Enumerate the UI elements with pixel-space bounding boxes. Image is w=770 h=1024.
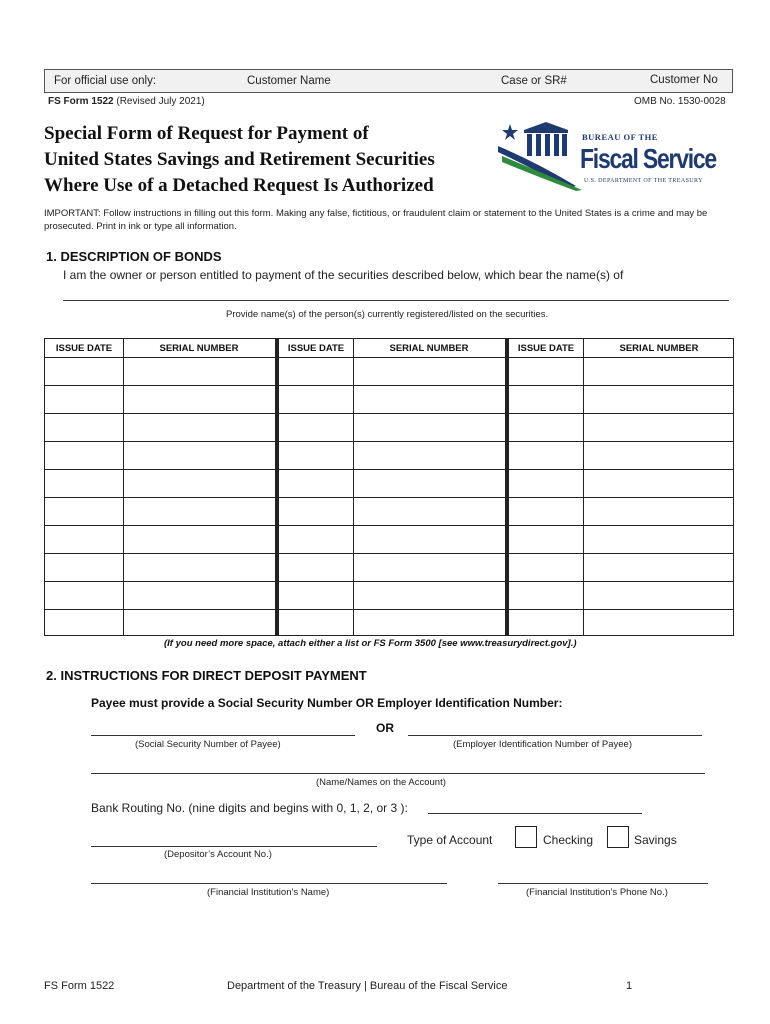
account-name-caption: (Name/Names on the Account): [316, 777, 446, 788]
section-1-intro: I am the owner or person entitled to payment of the securities described below, which bear the name(s) of: [63, 268, 624, 282]
official-use-box: [44, 69, 733, 93]
table-row[interactable]: [45, 469, 733, 470]
table-row[interactable]: [45, 385, 733, 386]
table-row[interactable]: [45, 497, 733, 498]
checking-checkbox[interactable]: [515, 826, 537, 848]
bonds-table: [44, 338, 734, 636]
table-col-divider: [353, 339, 354, 635]
registered-name-caption: Provide name(s) of the person(s) currently registered/listed on the securities.: [226, 309, 549, 320]
table-row[interactable]: [45, 413, 733, 414]
table-row[interactable]: [45, 609, 733, 610]
table-row[interactable]: [45, 357, 733, 358]
table-row[interactable]: [45, 525, 733, 526]
table-row[interactable]: [45, 441, 733, 442]
col-header-serial-number-2: SERIAL NUMBER: [389, 343, 469, 354]
institution-phone-field[interactable]: [498, 883, 708, 884]
table-row[interactable]: [45, 553, 733, 554]
routing-label: Bank Routing No. (nine digits and begins with 0, 1, 2, or 3 ):: [91, 801, 408, 815]
title-line-3: Where Use of a Detached Request Is Authorized: [44, 175, 434, 196]
institution-phone-caption: (Financial Institution’s Phone No.): [526, 887, 668, 898]
form-id: FS Form 1522: [48, 96, 114, 107]
page-title: [44, 121, 484, 199]
logo-main-text: Fiscal Service: [580, 143, 716, 174]
form-revised-date: (Revised July 2021): [116, 96, 205, 107]
or-label: OR: [376, 721, 394, 735]
customer-name-label: Customer Name: [247, 75, 331, 87]
table-col-divider: [583, 339, 584, 635]
col-header-issue-date-1: ISSUE DATE: [55, 343, 113, 354]
customer-no-label: Customer No: [650, 74, 718, 86]
more-space-note: (If you need more space, attach either a list or FS Form 3500 [see www.treasurydirect.gov].): [164, 638, 577, 649]
fiscal-service-logo: [496, 116, 726, 192]
table-col-divider: [123, 339, 124, 635]
section-2-heading: 2. INSTRUCTIONS FOR DIRECT DEPOSIT PAYMENT: [46, 668, 367, 683]
checking-label: Checking: [543, 833, 594, 847]
official-use-label: For official use only:: [54, 75, 157, 87]
ssn-caption: (Social Security Number of Payee): [135, 739, 281, 750]
logo-sub-text: U.S. DEPARTMENT OF THE TREASURY: [584, 178, 703, 184]
col-header-serial-number-3: SERIAL NUMBER: [619, 343, 699, 354]
table-col-divider: [275, 339, 279, 635]
col-header-serial-number-1: SERIAL NUMBER: [159, 343, 239, 354]
important-notice: IMPORTANT: Follow instructions in filling out this form. Making any false, fictitious, or fraudulent claim or statement to the United States is a crime and may be prosecuted. Print in ink or type all information.: [44, 208, 708, 232]
case-sr-label: Case or SR#: [501, 75, 567, 87]
omb-number: OMB No. 1530-0028: [634, 96, 726, 107]
col-header-issue-date-3: ISSUE DATE: [517, 343, 575, 354]
col-header-issue-date-2: ISSUE DATE: [287, 343, 345, 354]
footer-form-id: FS Form 1522: [44, 980, 115, 992]
institution-name-caption: (Financial Institution’s Name): [207, 887, 330, 898]
savings-label: Savings: [634, 833, 677, 847]
routing-number-field[interactable]: [428, 813, 642, 814]
footer-department: Department of the Treasury | Bureau of the Fiscal Service: [227, 980, 508, 992]
table-row[interactable]: [45, 581, 733, 582]
account-name-field[interactable]: [91, 773, 705, 774]
ssn-field[interactable]: [91, 735, 355, 736]
form-revision: [48, 96, 205, 107]
table-col-divider: [505, 339, 509, 635]
page-number: 1: [626, 980, 633, 992]
savings-checkbox[interactable]: [607, 826, 629, 848]
title-line-1: Special Form of Request for Payment of: [44, 123, 369, 144]
registered-name-field[interactable]: [63, 300, 729, 301]
account-number-field[interactable]: [91, 846, 377, 847]
title-line-2: United States Savings and Retirement Securities: [44, 149, 435, 170]
payee-note: Payee must provide a Social Security Number OR Employer Identification Number:: [91, 696, 563, 710]
logo-top-text: BUREAU OF THE: [582, 132, 658, 142]
institution-name-field[interactable]: [91, 883, 447, 884]
ein-field[interactable]: [408, 735, 702, 736]
account-number-caption: (Depositor’s Account No.): [164, 849, 272, 860]
type-of-account-label: Type of Account: [407, 833, 493, 847]
ein-caption: (Employer Identification Number of Payee): [453, 739, 632, 750]
section-1-heading: 1. DESCRIPTION OF BONDS: [46, 249, 222, 264]
